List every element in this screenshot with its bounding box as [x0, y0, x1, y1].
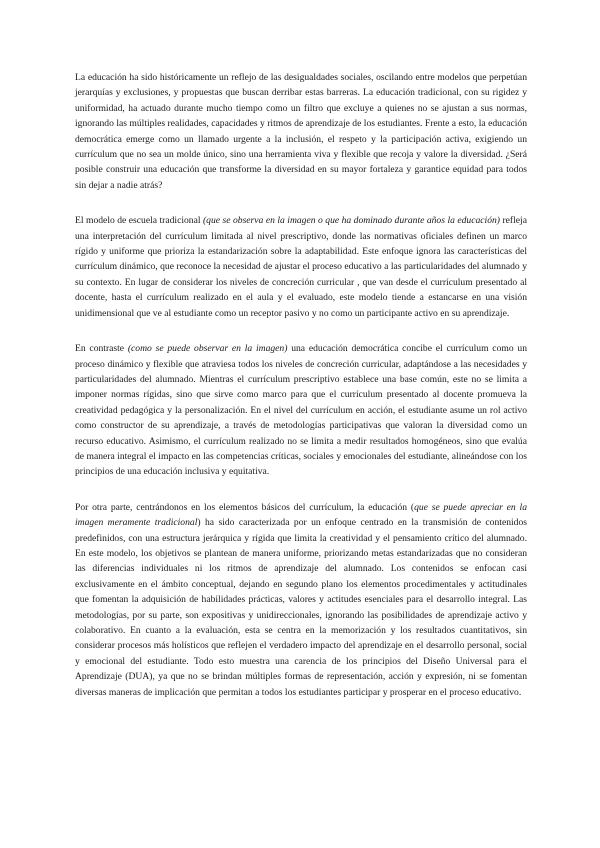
paragraph-italic-remark: (como se puede observar en la imagen): [127, 343, 288, 355]
paragraph-text: El modelo de escuela tradicional: [75, 215, 203, 227]
paragraph-text: ) ha sido caracterizada por un enfoque centrado en la transmisión de contenidos predefinidos, con una estructura jerárquica y rígida que limita la creatividad y el pensamiento crítico del alumnado. En este modelo, los objetivos se plantean de manera uniforme, priorizando metas estandarizadas que no consideran las diferencias individuales ni los ritmos de aprendizaje del alumnado. Los contenidos se enfocan casi exclusivamente en el ámbito conceptual, dejando en segundo plano los elementos procedimentales y actitudinales que fomentan la adquisición de habilidades prácticas, valores y actitudes esenciales para el desarrollo integral. Las metodologías, por su parte, son expositivas y unidireccionales, ignorando las posibilidades de aprendizaje activo y colaborativo. En cuanto a la evaluación, esta se centra en la memorización y los resultados cuantitativos, sin considerar procesos más holísticos que reflejen el verdadero impacto del aprendizaje en el desarrollo personal, social y emocional del estudiante. Todo esto muestra una carencia de los principios del Diseño Universal para el Aprendizaje (DUA), ya que no se brindan múltiples formas de representación, acción y expresión, ni se fomentan diversas maneras de implicación que permitan a todos los estudiantes participar y prosperar en el proceso educativo.: [75, 517, 527, 698]
paragraph-traditional-school: [75, 213, 527, 321]
paragraph-text: En contraste: [75, 343, 128, 355]
paragraph-italic-remark: que se puede apreciar en la imagen meramente tradicional: [75, 501, 527, 529]
paragraph-text: Por otra parte, centrándonos en los elementos básicos del currículum, la educación (: [75, 501, 415, 513]
paragraph-text: refleja una interpretación del currículum limitada al nivel prescriptivo, donde las normativas oficiales definen un marco rígido y uniforme que prioriza la estandarización sobre la adaptabilidad. Este enfoque ignora las características del currículum dinámico, que reconoce la necesidad de ajustar el proceso educativo a las particularidades del alumnado y su contexto. En lugar de considerar los niveles de concreción curricular , que van desde el currículum presentado al docente, hasta el currículum realizado en el aula y el evaluado, este modelo tiende a estancarse en una visión unidimensional que ve al estudiante como un receptor pasivo y no como un participante activo en su aprendizaje.: [75, 215, 527, 319]
paragraph-text: una educación democrática concibe el currículum como un proceso dinámico y flexible que atraviesa todos los niveles de concreción curricular, adaptándose a las necesidades y particularidades del alumnado. Mientras el currículum prescriptivo establece una base común, este no se limita a imponer normas rígidas, sino que sirve como marco para que el currículum presentado al docente promueva la creatividad pedagógica y la personalización. En el nivel del currículum en acción, el estudiante asume un rol activo como constructor de su aprendizaje, a través de metodologías participativas que valoran la diversidad como un recurso educativo. Asimismo, el currículum realizado no se limita a medir resultados homogéneos, sino que evalúa de manera integral el impacto en las competencias críticas, sociales y emocionales del estudiante, alineándose con los principios de una educación inclusiva y equitativa.: [75, 343, 527, 478]
paragraph-introduction: [75, 70, 527, 193]
paragraph-curriculum-elements: [75, 500, 527, 700]
paragraph-democratic-education: [75, 341, 527, 480]
paragraph-text: La educación ha sido históricamente un reflejo de las desigualdades sociales, oscilando entre modelos que perpetúan jerarquías y exclusiones, y propuestas que buscan derribar estas barreras. La educación tradicional, con su rigidez y uniformidad, ha actuado durante mucho tiempo como un filtro que excluye a quienes no se ajustan a sus normas, ignorando las múltiples realidades, capacidades y ritmos de aprendizaje de los estudiantes. Frente a esto, la educación democrática emerge como un llamado urgente a la inclusión, el respeto y la participación activa, exigiendo un currículum que no sea un molde único, sino una herramienta viva y flexible que recoja y valore la diversidad. ¿Será posible construir una educación que transforme la diversidad en su mayor fortaleza y garantice equidad para todos sin dejar a nadie atrás?: [75, 72, 527, 191]
paragraph-italic-remark: (que se observa en la imagen o que ha dominado durante años la educación): [202, 215, 500, 227]
